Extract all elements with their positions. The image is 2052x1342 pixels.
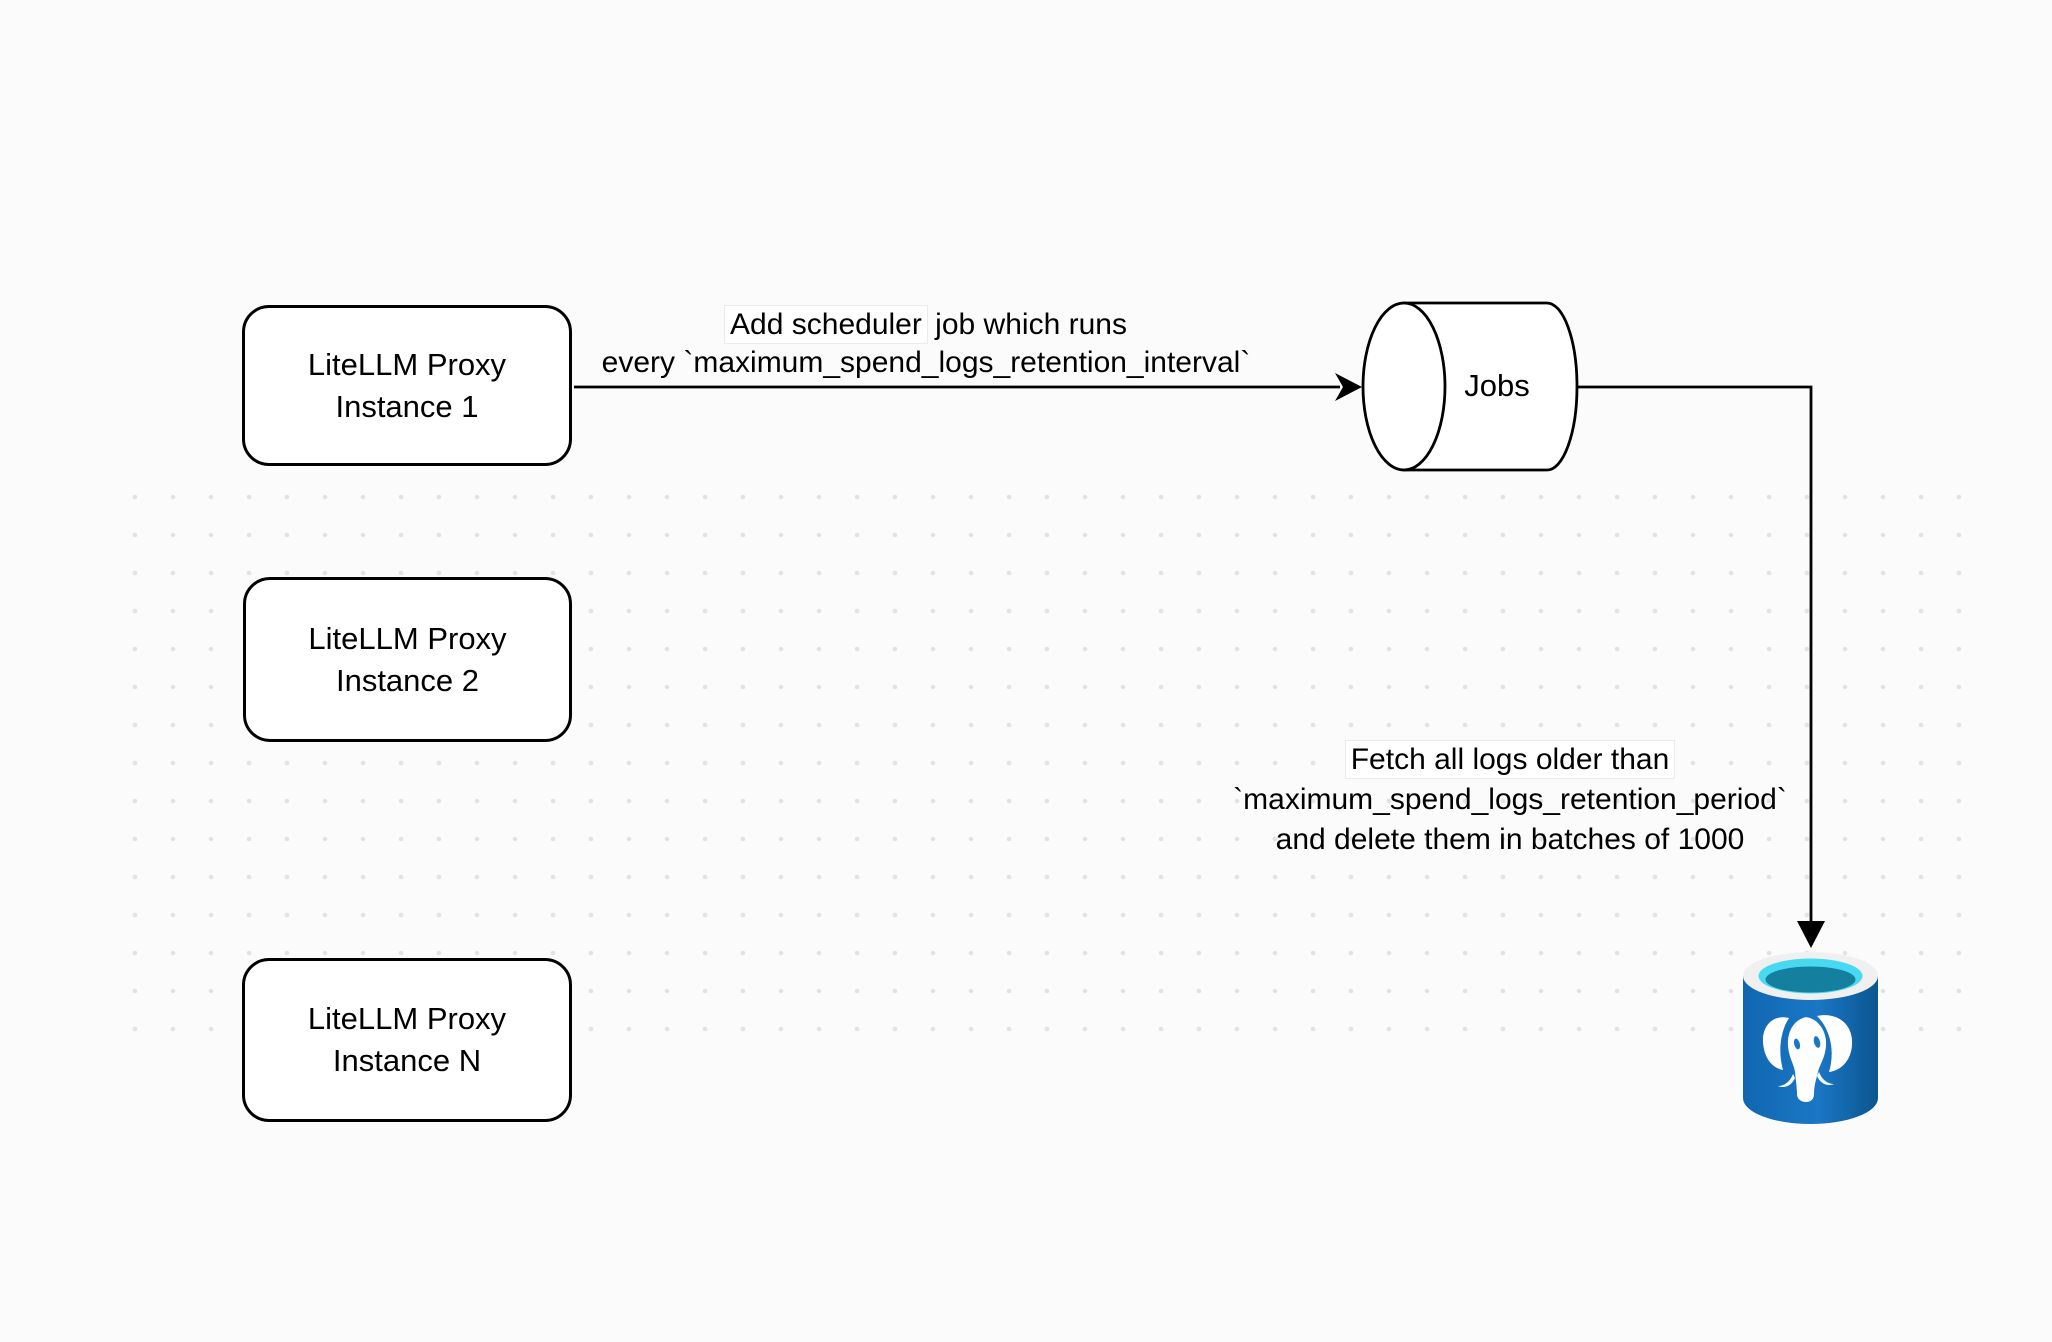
node-label-line1: LiteLLM Proxy xyxy=(308,620,507,656)
scheduler-label-line1 xyxy=(576,306,1276,344)
scheduler-label-line1-boxed: Add scheduler xyxy=(725,306,927,343)
node-label-line1: LiteLLM Proxy xyxy=(307,1001,507,1036)
edge-label-scheduler-job xyxy=(576,306,1276,382)
fetch-label-line3: and delete them in batches of 1000 xyxy=(1275,823,1745,856)
edge-label-fetch-delete xyxy=(1210,740,1810,860)
node-label-line2: Instance N xyxy=(332,1043,482,1078)
jobs-cylinder-label: Jobs xyxy=(1464,368,1530,403)
postgresql-database-icon xyxy=(1743,952,1878,1124)
scheduler-label-line2: every `maximum_spend_logs_retention_interval` xyxy=(601,346,1251,379)
node-label-line1: LiteLLM Proxy xyxy=(307,346,507,382)
node-litellm-proxy-instance-1 xyxy=(242,305,572,466)
node-label-line2: Instance 2 xyxy=(335,662,480,698)
node-litellm-proxy-instance-2 xyxy=(243,577,572,742)
fetch-label-line1 xyxy=(1210,740,1810,780)
fetch-label-line1-boxed: Fetch all logs older than xyxy=(1346,741,1675,778)
db-liquid-teal xyxy=(1766,967,1856,993)
fetch-label-line2: `maximum_spend_logs_retention_period` xyxy=(1233,783,1787,816)
node-litellm-proxy-instance-n xyxy=(242,958,572,1122)
scheduler-label-line1-rest: job which runs xyxy=(926,308,1127,341)
node-label-line2: Instance 1 xyxy=(335,388,479,424)
